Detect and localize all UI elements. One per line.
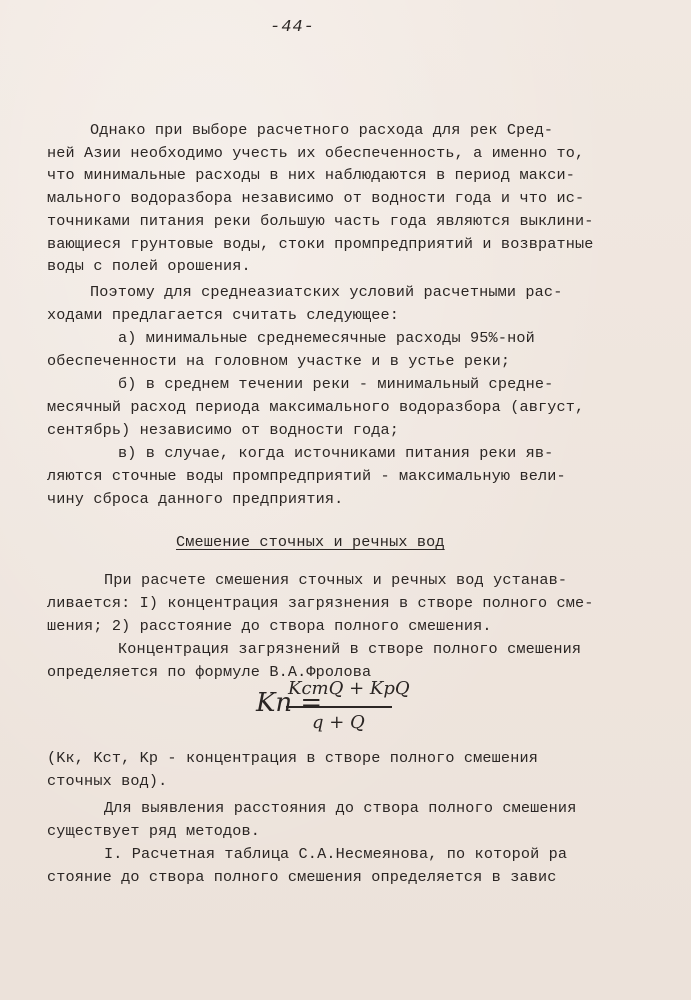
frolov-formula <box>256 672 410 742</box>
text-line: шения; 2) расстояние до створа полного смешения. <box>47 617 492 635</box>
text-line: (Kк, Kст, Kр - концентрация в створе полного смешения <box>47 749 538 767</box>
formula-numerator: KстQ + KрQ <box>288 678 410 699</box>
text-line: вающиеся грунтовые воды, стоки промпредприятий и возвратные <box>47 235 594 253</box>
fraction-bar <box>286 706 392 708</box>
text-line: существует ряд методов. <box>47 822 261 840</box>
section-heading: Смешение сточных и речных вод <box>176 533 445 551</box>
text-line: чину сброса данного предприятия. <box>47 490 344 508</box>
formula-lhs: Kп = <box>256 688 323 718</box>
text-line: Однако при выборе расчетного расхода для рек Сред- <box>90 121 554 139</box>
text-line: ней Азии необходимо учесть их обеспеченность, а именно то, <box>47 144 585 162</box>
text-line: ходами предлагается считать следующее: <box>47 306 400 324</box>
text-line: ливается: I) концентрация загрязнения в створе полного сме- <box>47 594 594 612</box>
text-line: I. Расчетная таблица С.А.Несмеянова, по которой ра <box>104 845 568 863</box>
text-line: что минимальные расходы в них наблюдаются в период макси- <box>47 166 576 184</box>
text-line: При расчете смешения сточных и речных вод устанав- <box>104 571 568 589</box>
text-line: сентябрь) независимо от водности года; <box>47 421 400 439</box>
text-line: определяется по формуле В.А.Фролова <box>47 663 372 681</box>
text-line: воды с полей орошения. <box>47 257 251 275</box>
text-line: стояние до створа полного смешения определяется в завис <box>47 868 557 886</box>
text-line: ляются сточные воды промпредприятий - максимальную вели- <box>47 467 566 485</box>
text-line: Концентрация загрязнений в створе полного смешения <box>118 640 582 658</box>
page-number: -44- <box>270 18 315 37</box>
text-line: точниками питания реки большую часть года являются выклини- <box>47 212 594 230</box>
formula-denominator: q + Q <box>312 712 365 733</box>
text-line: б) в среднем течении реки - минимальный средне- <box>118 375 554 393</box>
text-line: Для выявления расстояния до створа полного смешения <box>104 799 577 817</box>
text-line: сточных вод). <box>47 772 168 790</box>
text-line: в) в случае, когда источниками питания реки яв- <box>118 444 554 462</box>
text-line: Поэтому для среднеазиатских условий расчетными рас- <box>90 283 563 301</box>
text-line: обеспеченности на головном участке и в устье реки; <box>47 352 511 370</box>
text-line: месячный расход периода максимального водоразбора (август, <box>47 398 585 416</box>
text-line: а) минимальные среднемесячные расходы 95%-ной <box>118 329 535 347</box>
text-line: мального водоразбора независимо от водности года и что ис- <box>47 189 585 207</box>
